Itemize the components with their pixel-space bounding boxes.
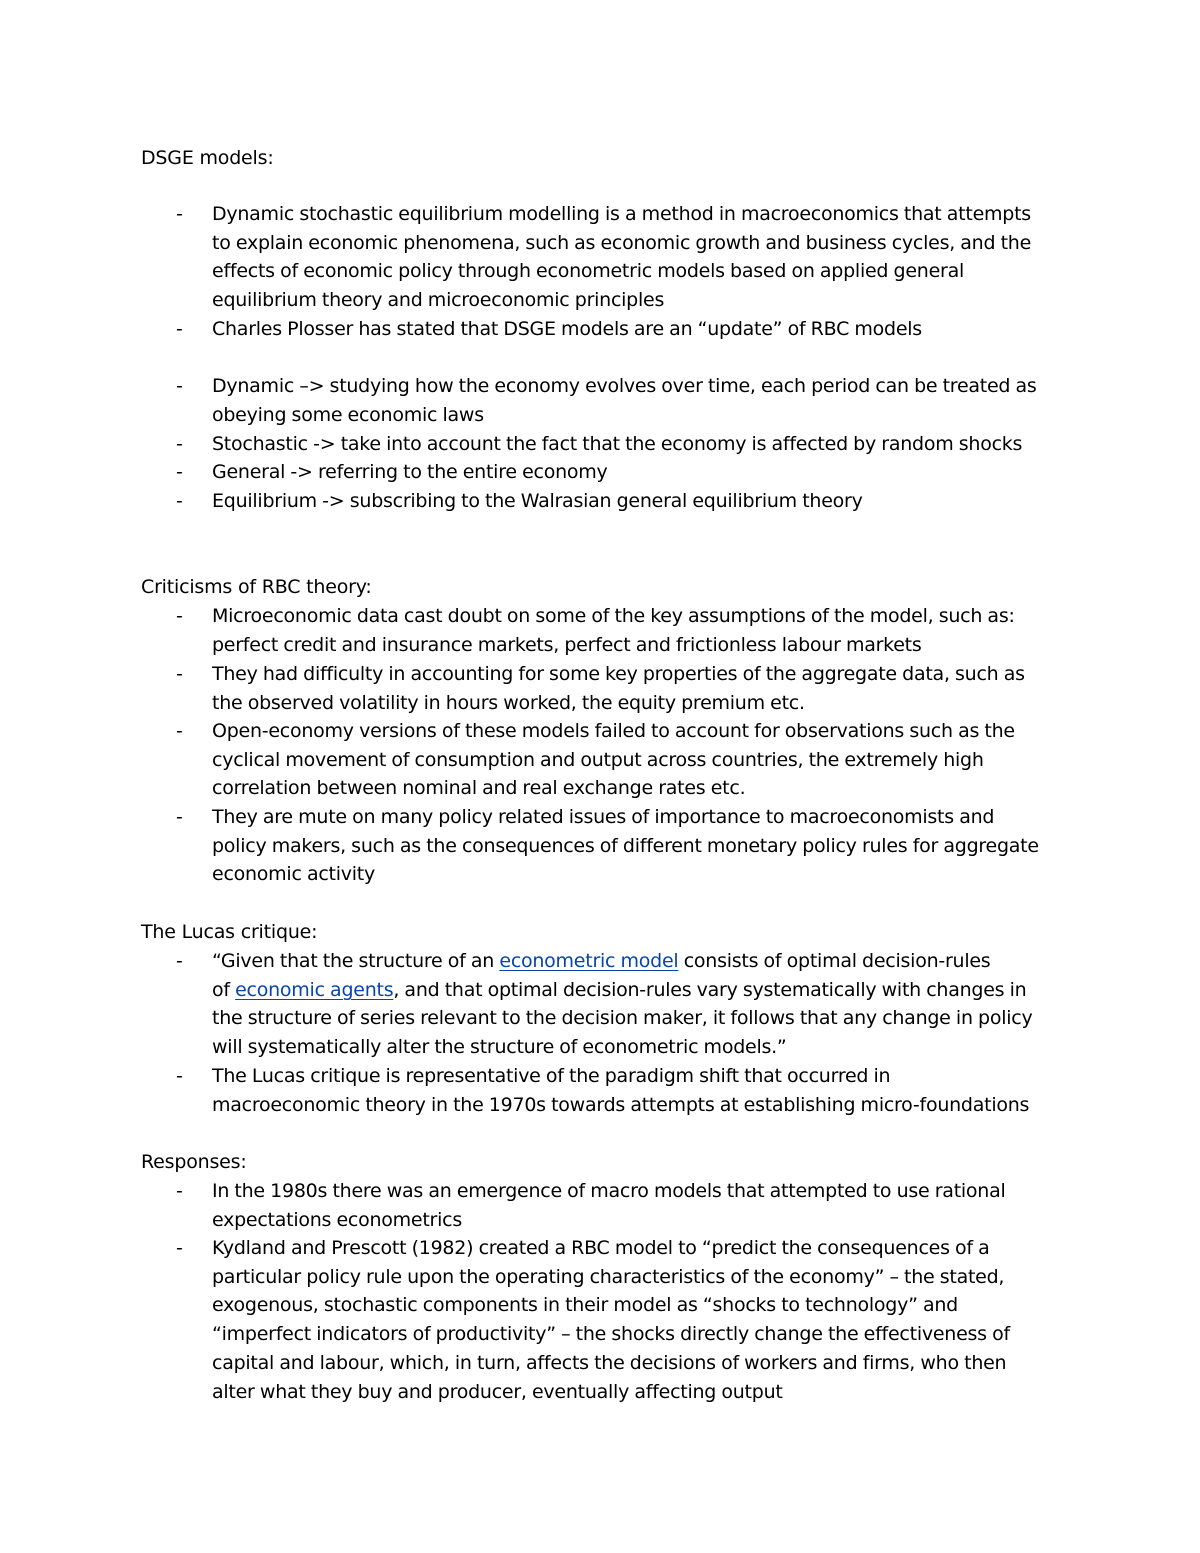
section-heading-responses: Responses:	[141, 1151, 247, 1173]
section-heading-dsge: DSGE models:	[141, 147, 274, 169]
bullet-dash: -	[176, 1180, 183, 1202]
economic-agents-link[interactable]: economic agents	[235, 978, 394, 1001]
section-heading-rbc: Criticisms of RBC theory:	[141, 576, 372, 598]
bullet-dash: -	[176, 663, 183, 685]
bullet-dash: -	[176, 950, 183, 972]
bullet-dash: -	[176, 433, 183, 455]
document-page: DSGE models: - Dynamic stochastic equilibrium modelling is a method in macroeconomics that attempts to explain economic phenomena, such as economic growth and business cycles, and the effects of economic policy through econometric models based on applied general equilibrium theory and microeconomic principles - Charles Plosser has stated that DSGE models are an “update” of RBC models - Dynamic –> studying how the economy evolves over time, each period can be treated as obeying some economic laws - Stochastic -> take into account the fact that the economy is affected by random shocks - General -> referring to the entire economy - Equilibrium -> subscribing to the Walrasian general equilibrium theory Criticisms of RBC theory: - Microeconomic data cast doubt on some of the key assumptions of the model, such as: perfect credit and insurance markets, perfect and frictionless labour markets - They had difficulty in accounting for some key properties of the aggregate data, such as the observed volatility in hours worked, the equity premium etc. - Open-economy versions of these models failed to account for observations such as the cyclical movement of consumption and output across countries, the extremely high correlation between nominal and real exchange rates etc. - They are mute on many policy related issues of importance to macroeconomists and policy makers, such as the consequences of different monetary policy rules for aggregate economic activity The Lucas critique: - “Given that the structure of an econometric model consists of optimal decision-rules of economic agents, and that optimal decision-rules vary systematically with changes in the structure of series relevant to the decision maker, it follows that any change in policy will systematically alter the structure of econometric models.” - The Lucas critique is representative of the paradigm shift that occurred in macroeconomic theory in the 1970s towards attempts at establishing micro-foundations Responses: - In the 1980s there was an emergence of macro models that attempted to use rational expectations econometrics - Kydland and Prescott (1982) created a RBC model to “predict the consequences of a particular policy rule upon the operating characteristics of the economy” – the stated, exogenous, stochastic components in their model as “shocks to technology” and “imperfect indicators of productivity” – the shocks directly change the effectiveness of capital and labour, which, in turn, affects the decisions of workers and firms, who then alter what they buy and producer, eventually affecting output	[0, 0, 1200, 1553]
bullet-dash: -	[176, 203, 183, 225]
bullet-dash: -	[176, 806, 183, 828]
section-heading-lucas: The Lucas critique:	[141, 921, 318, 943]
bullet-dash: -	[176, 490, 183, 512]
bullet-dash: -	[176, 318, 183, 340]
bullet-dash: -	[176, 1065, 183, 1087]
bullet-dash: -	[176, 461, 183, 483]
bullet-dash: -	[176, 720, 183, 742]
econometric-model-link[interactable]: econometric model	[499, 950, 679, 972]
bullet-dash: -	[176, 375, 183, 397]
bullet-dash: -	[176, 605, 183, 627]
bullet-dash: -	[176, 1237, 183, 1259]
